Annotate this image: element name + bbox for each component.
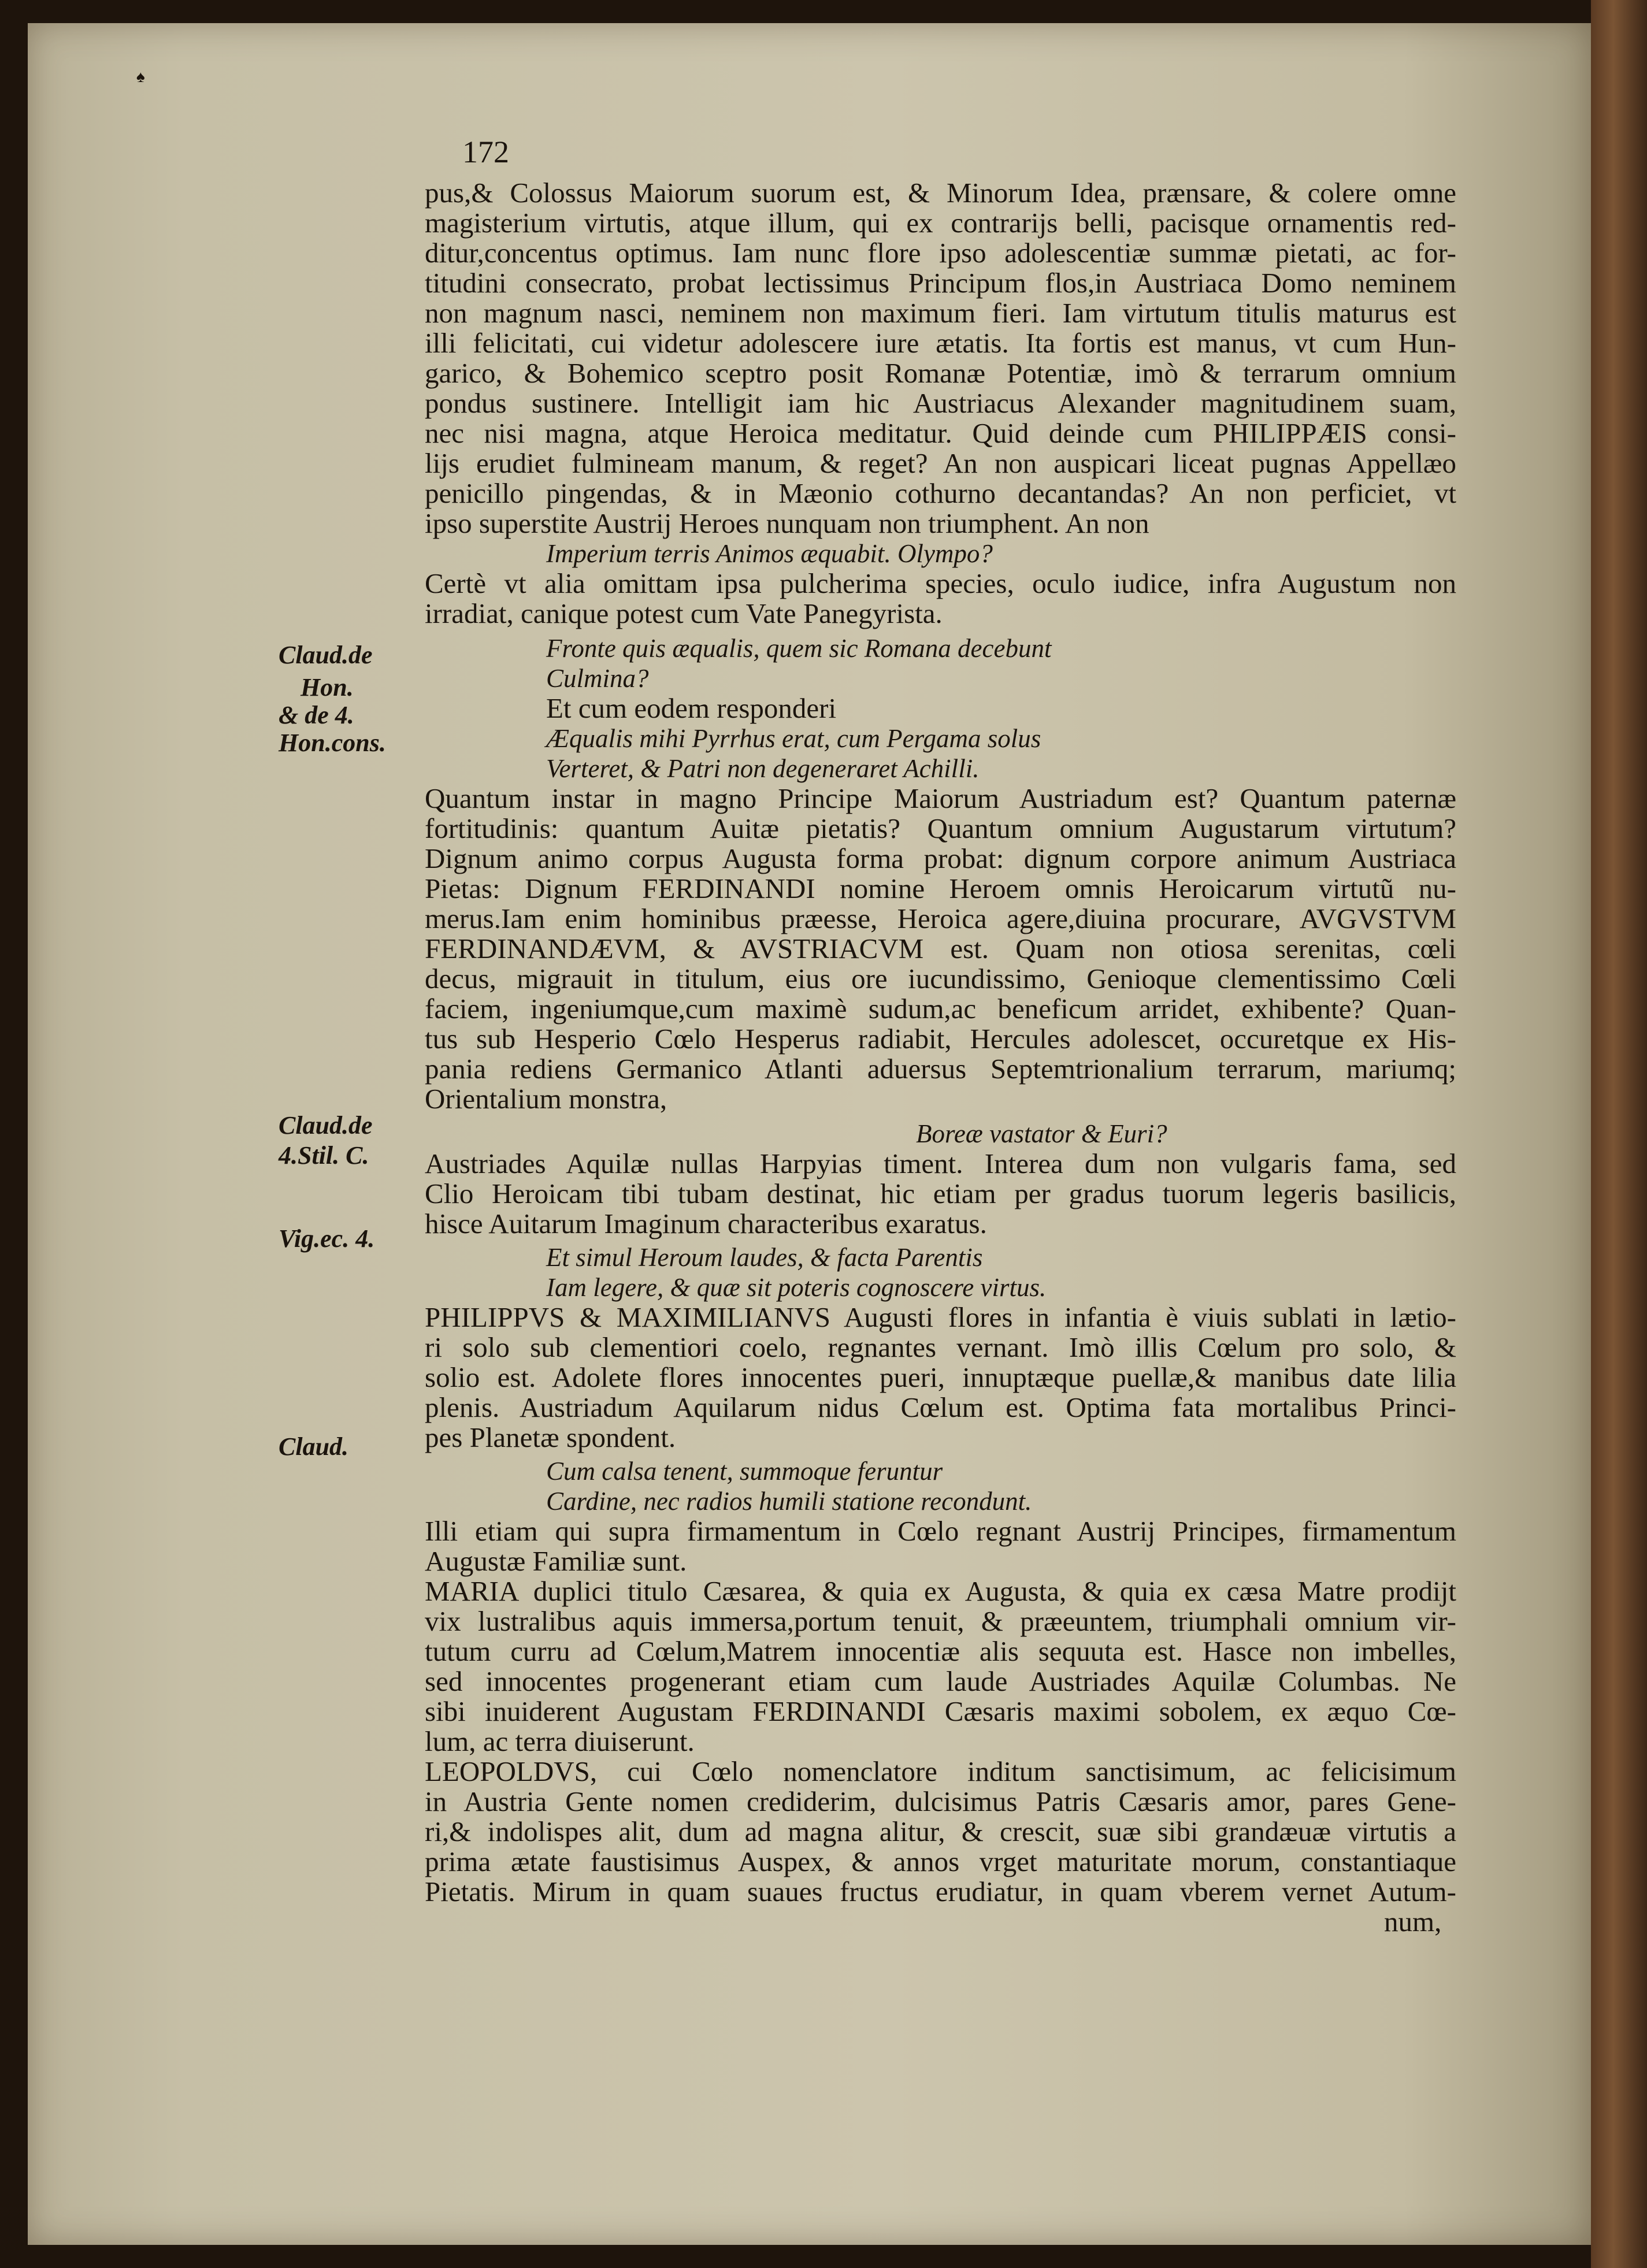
text-line: nec nisi magna, atque Heroica meditatur. Quid deinde cum PHILIPPÆIS consi-	[425, 417, 1456, 449]
text-line: Orientalium monstra,	[425, 1083, 667, 1115]
text-line: Et cum eodem responderi	[546, 692, 837, 724]
text-line: ditur,concentus optimus. Iam nunc flore ipso adolescentiæ summæ pietati, ac for-	[425, 237, 1456, 269]
verse-quotation: Imperium terris Animos æquabit. Olympo?	[546, 539, 993, 568]
printer-ornament: ♠	[136, 68, 145, 86]
text-line: ipso superstite Austrij Heroes nunquam non triumphent. An non	[425, 507, 1149, 539]
text-line: Illi etiam qui supra firmamentum in Cœlo regnant Austrij Principes, firmamentum	[425, 1515, 1456, 1547]
margin-note: Vig.ec. 4.	[279, 1224, 375, 1253]
text-line: Pietas: Dignum FERDINANDI nomine Heroem omnis Heroicarum virtutũ nu-	[425, 873, 1456, 904]
verse-quotation: Et simul Heroum laudes, & facta Parentis	[546, 1243, 983, 1272]
text-line: hisce Auitarum Imaginum characteribus exaratus.	[425, 1208, 987, 1239]
text-line: lum, ac terra diuiserunt.	[425, 1725, 695, 1757]
text-line: solio est. Adolete flores innocentes pueri, innuptæque puellæ,& manibus date lilia	[425, 1361, 1456, 1393]
text-line: titudini consecrato, probat lectissimus Principum flos,in Austriaca Domo neminem	[425, 267, 1456, 299]
text-line: Dignum animo corpus Augusta forma probat: dignum corpore animum Austriaca	[425, 842, 1456, 874]
text-line: irradiat, canique potest cum Vate Panegyrista.	[425, 597, 943, 629]
text-line: merus.Iam enim hominibus præesse, Heroica agere,diuina procurare, AVGVSTVM	[425, 903, 1456, 934]
text-line: Pietatis. Mirum in quam suaues fructus erudiatur, in quam vberem vernet Autum-	[425, 1876, 1456, 1907]
verse-quotation: Iam legere, & quæ sit poteris cognoscere virtus.	[546, 1273, 1047, 1302]
text-line: in Austria Gente nomen crediderim, dulcisimus Patris Cæsaris amor, pares Gene-	[425, 1786, 1456, 1817]
text-line: faciem, ingeniumque,cum maximè sudum,ac beneficum arridet, exhibente? Quan-	[425, 993, 1456, 1025]
verse-quotation: Boreæ vastator & Euri?	[916, 1119, 1167, 1148]
verse-quotation: Cardine, nec radios humili statione recondunt.	[546, 1487, 1032, 1516]
text-line: LEOPOLDVS, cui Cœlo nomenclatore inditum sanctisimum, ac felicisimum	[425, 1755, 1456, 1787]
verse-quotation: Verteret, & Patri non degeneraret Achilli.	[546, 754, 980, 783]
text-line: ri,& indolispes alit, dum ad magna alitur, & crescit, suæ sibi grandæuæ virtutis a	[425, 1816, 1456, 1847]
text-line: pus,& Colossus Maiorum suorum est, & Minorum Idea, prænsare, & colere omne	[425, 177, 1456, 209]
text-line: PHILIPPVS & MAXIMILIANVS Augusti flores in infantia è viuis sublati in lætio-	[425, 1301, 1456, 1333]
margin-note: Hon.	[301, 673, 354, 701]
verse-quotation: Fronte quis æqualis, quem sic Romana decebunt	[546, 634, 1052, 663]
text-line: garico, & Bohemico sceptro posit Romanæ Potentiæ, imò & terrarum omnium	[425, 357, 1456, 389]
text-line: Austriades Aquilæ nullas Harpyias timent. Interea dum non vulgaris fama, sed	[425, 1148, 1456, 1179]
text-line: plenis. Austriadum Aquilarum nidus Cœlum est. Optima fata mortalibus Princi-	[425, 1391, 1456, 1423]
text-line: penicillo pingendas, & in Mæonio cothurno decantandas? An non perficiet, vt	[425, 477, 1456, 509]
text-line: sed innocentes progenerant etiam cum laude Austriades Aquilæ Columbas. Ne	[425, 1665, 1456, 1697]
text-line: pania rediens Germanico Atlanti aduersus Septemtrionalium terrarum, mariumq;	[425, 1053, 1456, 1085]
verse-quotation: Æqualis mihi Pyrrhus erat, cum Pergama solus	[546, 724, 1041, 753]
text-line: MARIA duplici titulo Cæsarea, & quia ex Augusta, & quia ex cæsa Matre prodijt	[425, 1575, 1456, 1607]
catchword: num,	[1384, 1906, 1442, 1937]
text-line: fortitudinis: quantum Auitæ pietatis? Quantum omnium Augustarum virtutum?	[425, 812, 1456, 844]
text-line: lijs erudiet fulmineam manum, & reget? An non auspicari liceat pugnas Appellæo	[425, 447, 1456, 479]
text-line: Augustæ Familiæ sunt.	[425, 1545, 687, 1577]
margin-note: Claud.de	[279, 1111, 373, 1139]
margin-note: Hon.cons.	[279, 729, 386, 757]
page-number: 172	[462, 135, 509, 169]
text-line: ri solo sub clementiori coelo, regnantes vernant. Imò illis Cœlum pro solo, &	[425, 1331, 1456, 1363]
text-line: tus sub Hesperio Cœlo Hesperus radiabit, Hercules adolescet, occuretque ex His-	[425, 1023, 1456, 1055]
text-line: decus, migrauit in titulum, eius ore iucundissimo, Genioque clementissimo Cœli	[425, 963, 1456, 994]
margin-note: 4.Stil. C.	[279, 1141, 369, 1170]
verse-quotation: Cum calsa tenent, summoque feruntur	[546, 1457, 943, 1486]
verse-quotation: Culmina?	[546, 664, 649, 693]
text-line: Clio Heroicam tibi tubam destinat, hic etiam per gradus tuorum legeris basilicis,	[425, 1178, 1456, 1209]
text-line: sibi inuiderent Augustam FERDINANDI Cæsaris maximi sobolem, ex æquo Cœ-	[425, 1695, 1456, 1727]
text-line: pes Planetæ spondent.	[425, 1421, 676, 1453]
text-line: prima ætate faustisimus Auspex, & annos vrget maturitate morum, constantiaque	[425, 1846, 1456, 1877]
margin-note: Claud.de	[279, 641, 373, 669]
text-line: pondus sustinere. Intelligit iam hic Austriacus Alexander magnitudinem suam,	[425, 387, 1456, 419]
text-line: vix lustralibus aquis immersa,portum tenuit, & præeuntem, triumphali omnium vir-	[425, 1605, 1456, 1637]
text-line: magisterium virtutis, atque illum, qui ex contrarijs belli, pacisque ornamentis red-	[425, 207, 1456, 239]
text-line: non magnum nasci, neminem non maximum fieri. Iam virtutum titulis maturus est	[425, 297, 1456, 329]
text-line: FERDINANDÆVM, & AVSTRIACVM est. Quam non otiosa serenitas, cœli	[425, 933, 1456, 964]
text-line: tutum curru ad Cœlum,Matrem innocentiæ alis sequuta est. Hasce non imbelles,	[425, 1635, 1456, 1667]
margin-note: Claud.	[279, 1432, 349, 1461]
text-line: Certè vt alia omittam ipsa pulcherima species, oculo iudice, infra Augustum non	[425, 567, 1456, 599]
text-line: illi felicitati, cui videtur adolescere iure ætatis. Ita fortis est manus, vt cum Hun-	[425, 327, 1456, 359]
text-line: Quantum instar in magno Principe Maiorum Austriadum est? Quantum paternæ	[425, 782, 1456, 814]
margin-note: & de 4.	[279, 701, 354, 729]
